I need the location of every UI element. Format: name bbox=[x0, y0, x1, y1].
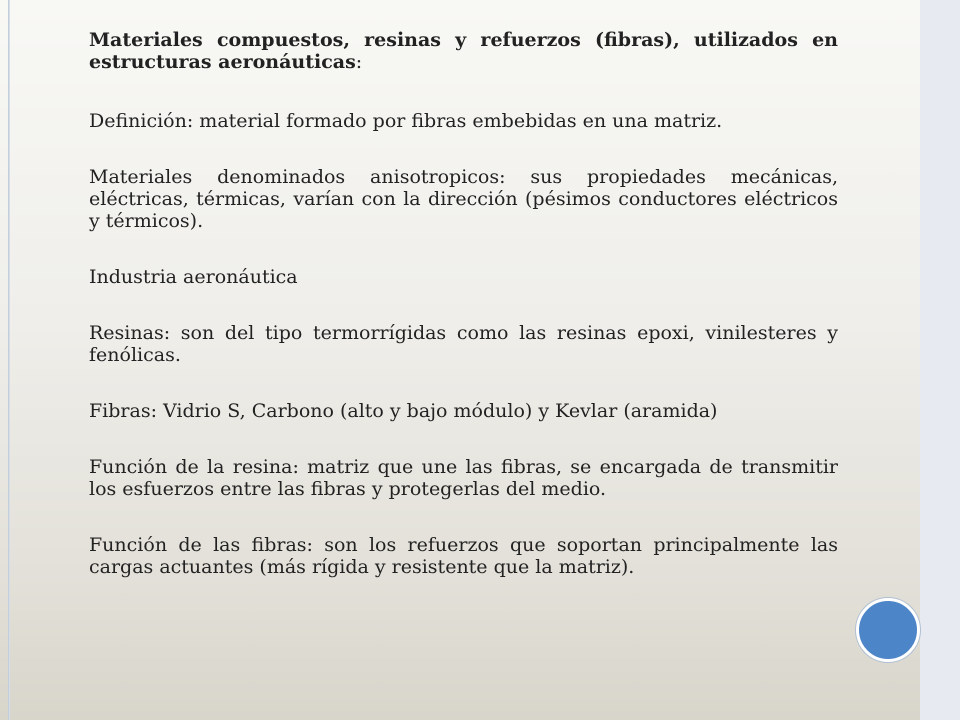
paragraph-resinas: Resinas: son del tipo termorrígidas como las resinas epoxi, vinilesteres y fenólicas. bbox=[89, 322, 838, 366]
left-edge-line bbox=[8, 0, 10, 720]
slide-body bbox=[89, 29, 838, 612]
paragraph-funcion-resina: Función de la resina: matriz que une las fibras, se encargada de transmitir los esfuerzos entre las fibras y protegerlas del medio. bbox=[89, 456, 838, 500]
decorative-circle bbox=[856, 598, 920, 662]
right-decorative-panel bbox=[920, 0, 960, 720]
paragraph-industria: Industria aeronáutica bbox=[89, 266, 298, 288]
paragraph-anisotropicos: Materiales denominados anisotropicos: sus propiedades mecánicas, eléctricas, térmicas, varían con la dirección (pésimos conductores eléctricos y térmicos). bbox=[89, 166, 838, 232]
slide-title-text: Materiales compuestos, resinas y refuerzos (fibras), utilizados en estructuras aeronáuticas bbox=[89, 29, 838, 73]
paragraph-funcion-fibras: Función de las fibras: son los refuerzos que soportan principalmente las cargas actuantes (más rígida y resistente que la matriz). bbox=[89, 534, 838, 578]
paragraph-fibras: Fibras: Vidrio S, Carbono (alto y bajo módulo) y Kevlar (aramida) bbox=[89, 400, 718, 422]
slide-title-colon: : bbox=[355, 51, 363, 73]
paragraph-definicion: Definición: material formado por fibras embebidas en una matriz. bbox=[89, 110, 723, 132]
slide-title bbox=[89, 29, 838, 73]
